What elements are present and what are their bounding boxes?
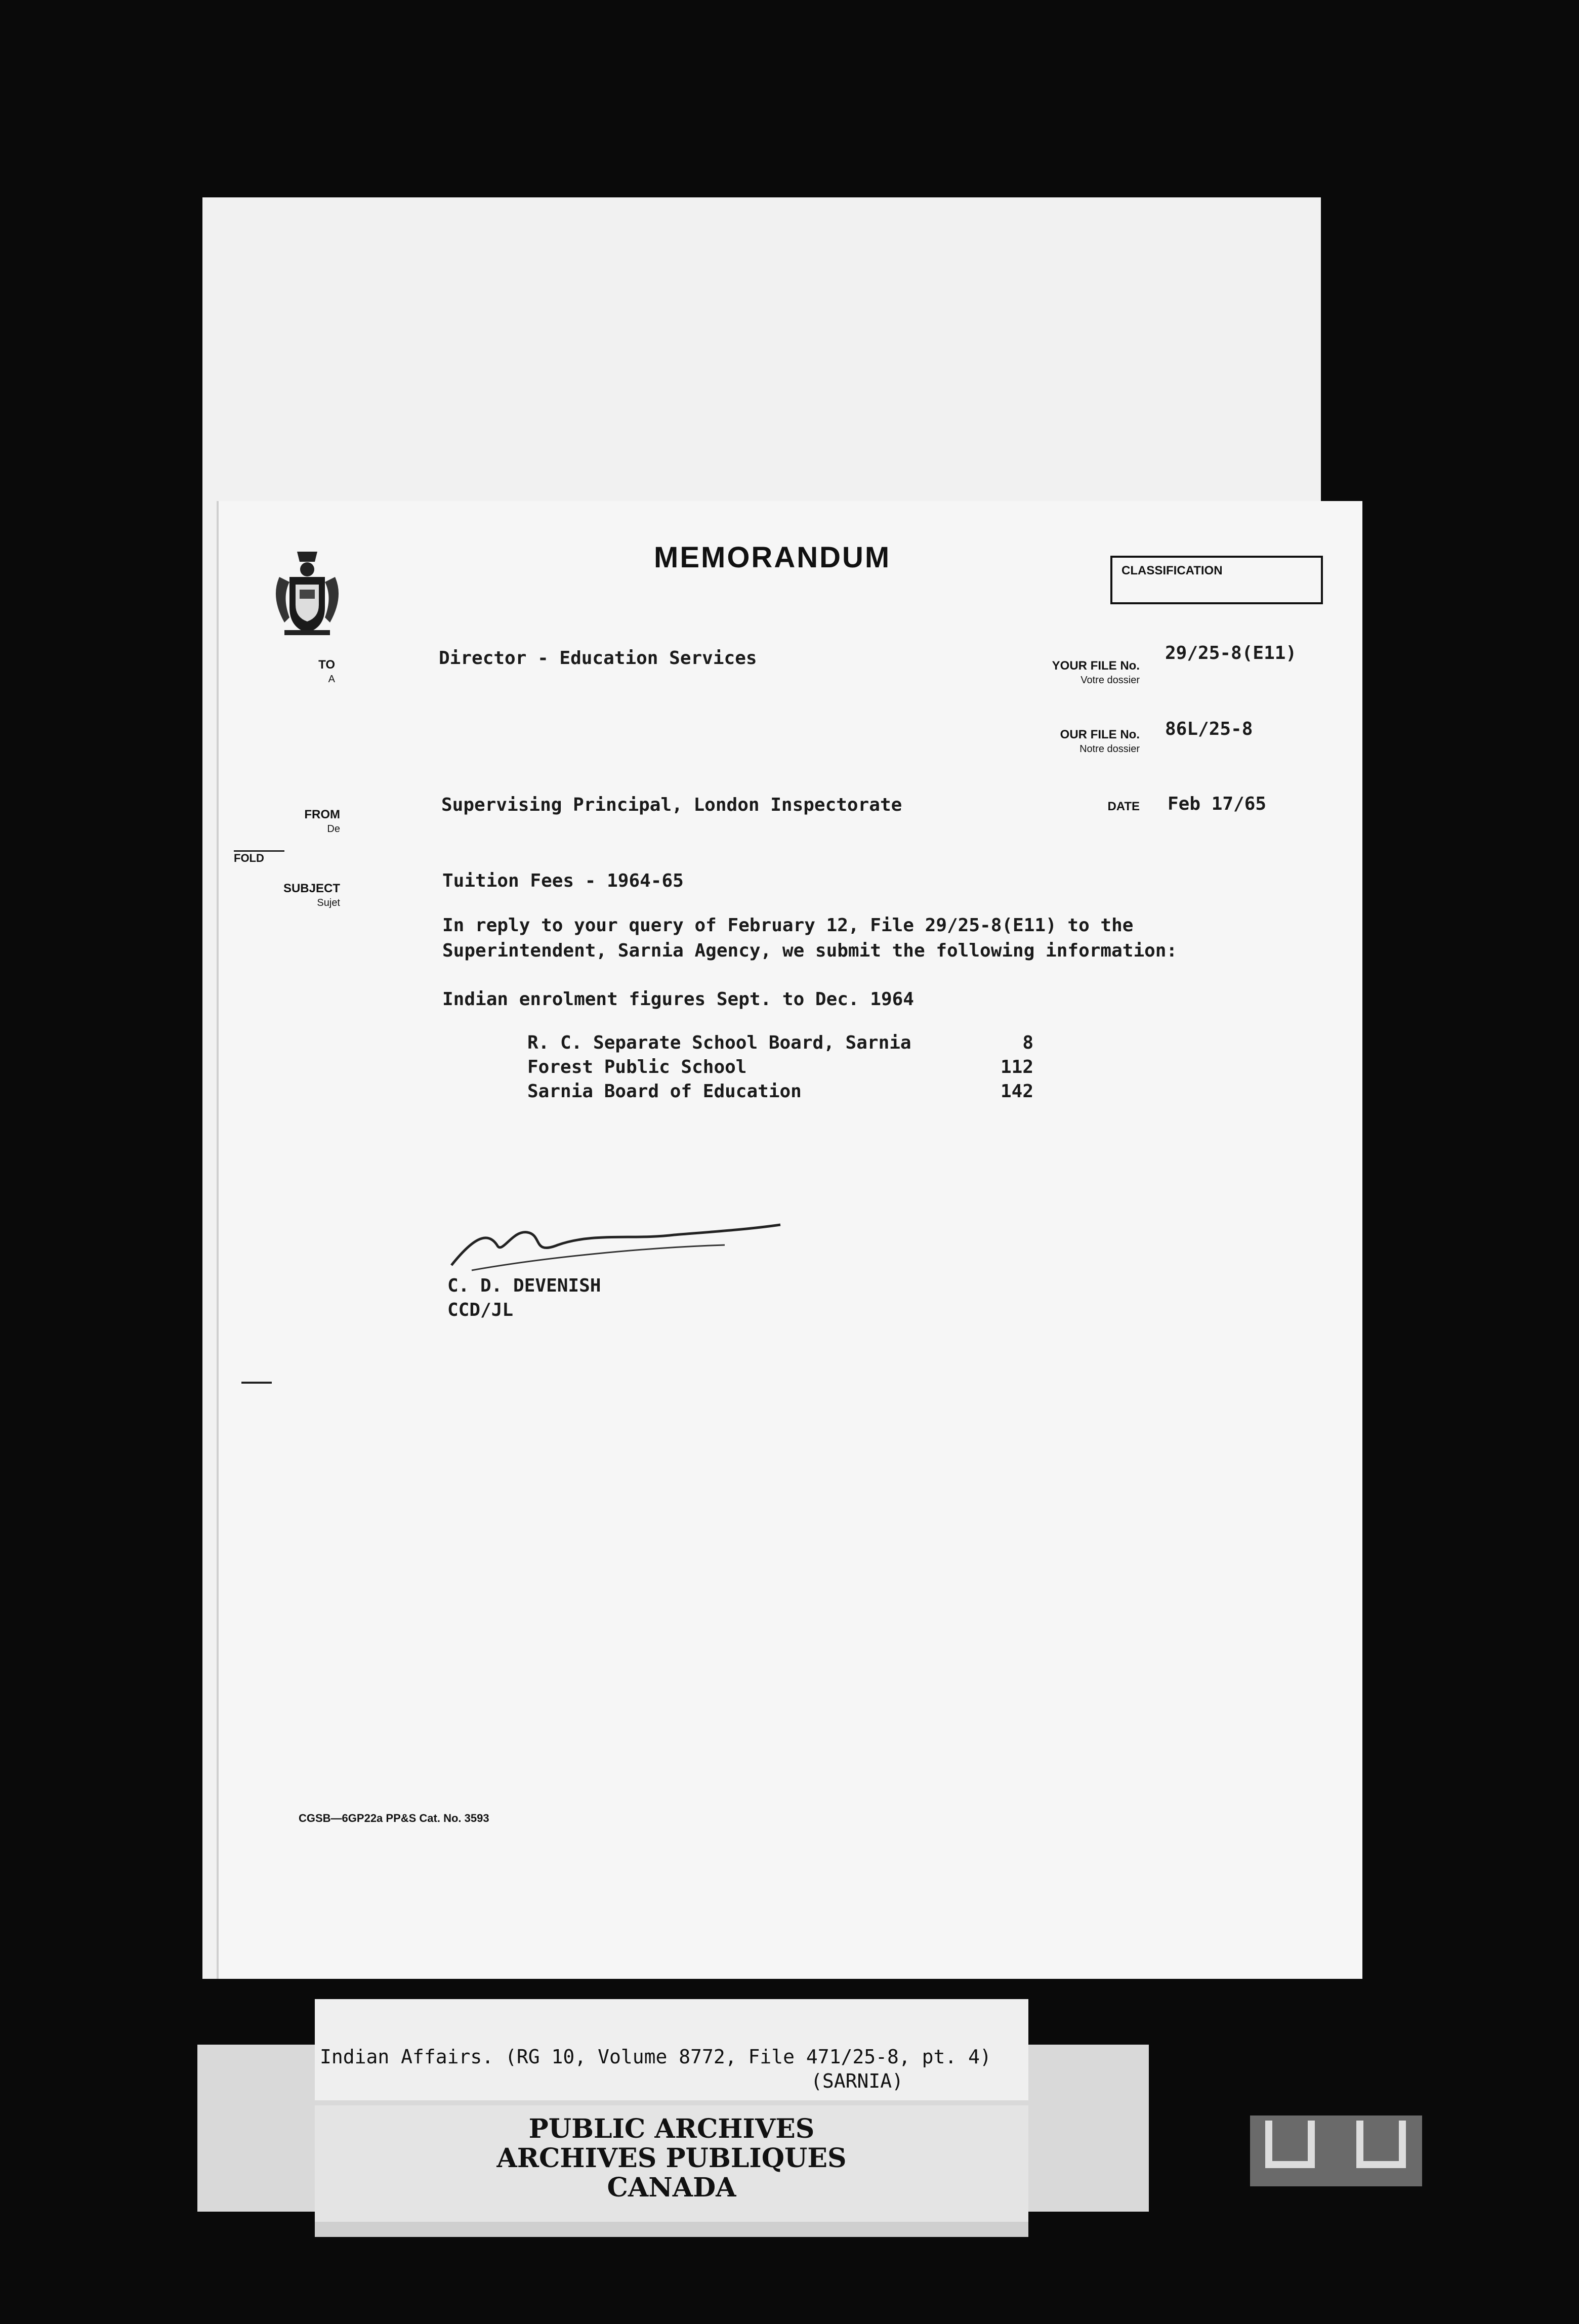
memorandum-sheet bbox=[219, 501, 1362, 1979]
form-number: CGSB—6GP22a PP&S Cat. No. 3593 bbox=[299, 1812, 489, 1824]
our-file-label: OUR FILE No. Notre dossier bbox=[1060, 728, 1140, 755]
enrolment-row bbox=[527, 1057, 1033, 1081]
frame-digit-mark bbox=[1356, 2121, 1406, 2168]
subject-value: Tuition Fees - 1964-65 bbox=[442, 870, 684, 891]
date-label: DATE bbox=[1107, 800, 1140, 813]
archive-reference-card bbox=[315, 1999, 1028, 2100]
to-label: TO A bbox=[318, 658, 335, 685]
to-value: Director - Education Services bbox=[439, 648, 757, 669]
signatory-name: C. D. DEVENISH bbox=[447, 1275, 601, 1296]
margin-mark bbox=[241, 1382, 272, 1384]
enrolment-row bbox=[527, 1032, 1033, 1057]
your-file-value: 29/25-8(E11) bbox=[1165, 643, 1297, 663]
handwritten-signature bbox=[441, 1210, 796, 1275]
school-name: Forest Public School bbox=[527, 1057, 747, 1077]
coat-of-arms-icon bbox=[269, 547, 345, 638]
from-label: FROM De bbox=[304, 808, 340, 835]
archive-stamp bbox=[315, 2105, 1028, 2222]
enrolment-row bbox=[527, 1081, 1033, 1105]
archive-line-1: PUBLIC ARCHIVES bbox=[528, 2113, 815, 2144]
enrolment-heading: Indian enrolment figures Sept. to Dec. 1964 bbox=[442, 989, 914, 1010]
school-name: Sarnia Board of Education bbox=[527, 1081, 802, 1102]
from-value: Supervising Principal, London Inspectorate bbox=[441, 795, 902, 815]
frame-number-fragment bbox=[1250, 2115, 1422, 2186]
classification-label: CLASSIFICATION bbox=[1121, 564, 1223, 577]
archive-reference-line-2: (SARNIA) bbox=[811, 2070, 904, 2092]
our-file-value: 86L/25-8 bbox=[1165, 719, 1253, 739]
archive-line-2: ARCHIVES PUBLIQUES bbox=[496, 2143, 847, 2174]
archive-reference-line-1: Indian Affairs. (RG 10, Volume 8772, File 471/25-8, pt. 4) bbox=[320, 2046, 991, 2068]
subject-label: SUBJECT Sujet bbox=[283, 882, 340, 908]
frame-digit-mark bbox=[1265, 2121, 1315, 2168]
date-value: Feb 17/65 bbox=[1168, 794, 1267, 814]
enrolment-count: 112 bbox=[1000, 1057, 1033, 1077]
enrolment-count: 8 bbox=[1022, 1032, 1033, 1053]
archive-label-edge bbox=[315, 2222, 1028, 2237]
body-line-1: In reply to your query of February 12, File 29/25-8(E11) to the bbox=[442, 915, 1134, 936]
enrolment-count: 142 bbox=[1000, 1081, 1033, 1102]
classification-box bbox=[1110, 556, 1323, 604]
your-file-label: YOUR FILE No. Votre dossier bbox=[1052, 659, 1140, 686]
school-name: R. C. Separate School Board, Sarnia bbox=[527, 1032, 911, 1053]
enrolment-table bbox=[527, 1032, 1033, 1105]
memo-title: MEMORANDUM bbox=[654, 541, 891, 574]
fold-mark: FOLD bbox=[234, 850, 284, 865]
body-line-2: Superintendent, Sarnia Agency, we submit the following information: bbox=[442, 940, 1178, 961]
archive-line-3: CANADA bbox=[607, 2172, 736, 2203]
typist-initials: CCD/JL bbox=[447, 1300, 514, 1320]
